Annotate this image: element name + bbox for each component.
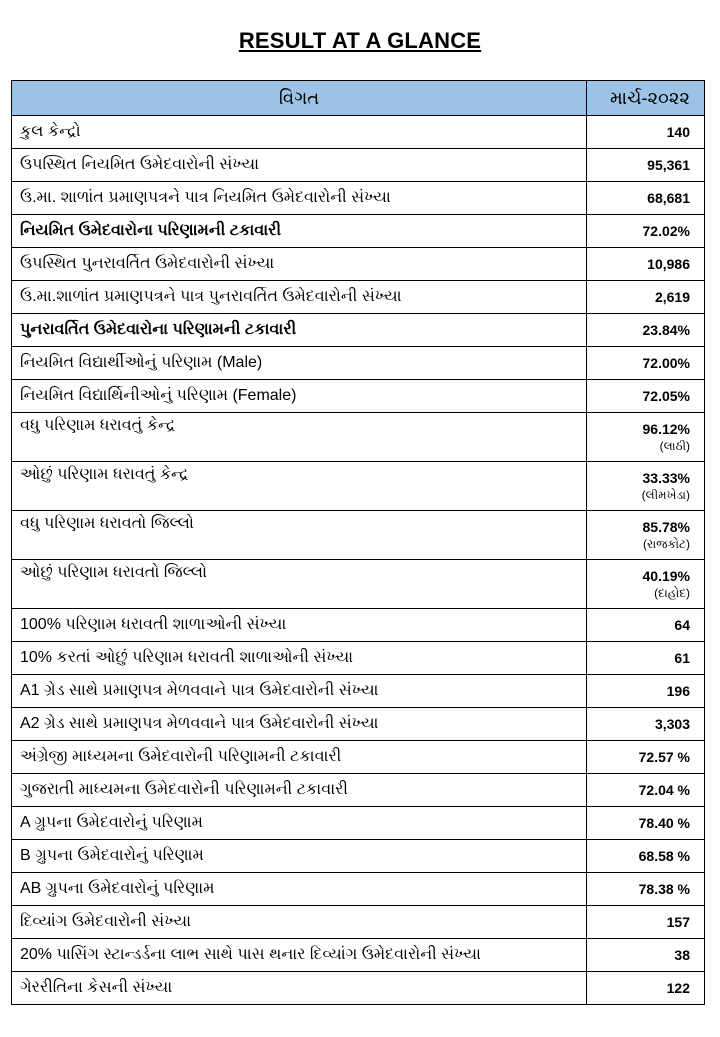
table-row xyxy=(12,248,705,281)
row-value xyxy=(587,560,705,609)
row-value-main: 40.19% xyxy=(642,567,690,584)
table-row xyxy=(12,413,705,462)
table-row xyxy=(12,939,705,972)
table-row xyxy=(12,807,705,840)
row-label: પુનરાવર્તિત ઉમેદવારોના પરિણામની ટકાવારી xyxy=(12,314,587,347)
row-value: 64 xyxy=(587,609,705,642)
header-detail: વિગત xyxy=(12,81,587,116)
row-value: 3,303 xyxy=(587,708,705,741)
row-label: અંગ્રેજી માધ્યમના ઉમેદવારોની પરિણામની ટકાવારી xyxy=(12,741,587,774)
table-row xyxy=(12,906,705,939)
row-value: 72.04 % xyxy=(587,774,705,807)
table-row xyxy=(12,609,705,642)
row-value-place: (લીમખેડા) xyxy=(641,487,690,502)
table-row xyxy=(12,347,705,380)
row-value: 72.57 % xyxy=(587,741,705,774)
row-value-main: 85.78% xyxy=(642,518,690,535)
row-value-main: 33.33% xyxy=(642,469,690,486)
row-value xyxy=(587,511,705,560)
row-label: B ગ્રુપના ઉમેદવારોનું પરિણામ xyxy=(12,840,587,873)
row-value: 10,986 xyxy=(587,248,705,281)
row-value xyxy=(587,462,705,511)
row-label: A1 ગ્રેડ સાથે પ્રમાણપત્ર મેળવવાને પાત્ર ઉમેદવારોની સંખ્યા xyxy=(12,675,587,708)
row-label: ગુજરાતી માધ્યમના ઉમેદવારોની પરિણામની ટકાવારી xyxy=(12,774,587,807)
row-value: 68.58 % xyxy=(587,840,705,873)
table-header-row xyxy=(12,81,705,116)
table-row xyxy=(12,116,705,149)
row-label: A ગ્રુપના ઉમેદવારોનું પરિણામ xyxy=(12,807,587,840)
table-row xyxy=(12,314,705,347)
table-row xyxy=(12,182,705,215)
table-row xyxy=(12,281,705,314)
table-row xyxy=(12,560,705,609)
row-label: ઉપસ્થિત નિયમિત ઉમેદવારોની સંખ્યા xyxy=(12,149,587,182)
row-label: વધુ પરિણામ ધરાવતું કેન્દ્ર xyxy=(12,413,587,462)
row-value-place: (દાહોદ) xyxy=(654,585,690,600)
row-label: નિયમિત વિદ્યાર્થીઓનું પરિણામ (Male) xyxy=(12,347,587,380)
table-row xyxy=(12,380,705,413)
table-row xyxy=(12,972,705,1005)
row-label: ઓછું પરિણામ ધરાવતું કેન્દ્ર xyxy=(12,462,587,511)
table-row xyxy=(12,675,705,708)
row-value: 61 xyxy=(587,642,705,675)
row-value: 122 xyxy=(587,972,705,1005)
row-label: નિયમિત ઉમેદવારોના પરિણામની ટકાવારી xyxy=(12,215,587,248)
row-value: 140 xyxy=(587,116,705,149)
row-value: 72.02% xyxy=(587,215,705,248)
page-title: RESULT AT A GLANCE xyxy=(238,28,482,53)
row-label: ઉ.મા. શાળાંત પ્રમાણપત્રને પાત્ર નિયમિત ઉમેદવારોની સંખ્યા xyxy=(12,182,587,215)
row-value: 23.84% xyxy=(587,314,705,347)
row-label: ઓછું પરિણામ ધરાવતો જિલ્લો xyxy=(12,560,587,609)
row-label: 10% કરતાં ઓછું પરિણામ ધરાવતી શાળાઓની સંખ્યા xyxy=(12,642,587,675)
table-row xyxy=(12,873,705,906)
row-label: A2 ગ્રેડ સાથે પ્રમાણપત્ર મેળવવાને પાત્ર ઉમેદવારોની સંખ્યા xyxy=(12,708,587,741)
row-value xyxy=(587,413,705,462)
table-row xyxy=(12,840,705,873)
row-label: AB ગ્રુપના ઉમેદવારોનું પરિણામ xyxy=(12,873,587,906)
table-row xyxy=(12,462,705,511)
row-label: ઉ.મા.શાળાંત પ્રમાણપત્રને પાત્ર પુનરાવર્તિત ઉમેદવારોની સંખ્યા xyxy=(12,281,587,314)
row-value: 78.40 % xyxy=(587,807,705,840)
header-march-2022: માર્ચ-૨૦૨૨ xyxy=(587,81,705,116)
table-row xyxy=(12,708,705,741)
row-label: ઉપસ્થિત પુનરાવર્તિત ઉમેદવારોની સંખ્યા xyxy=(12,248,587,281)
row-value-main: 96.12% xyxy=(642,420,690,437)
table-row xyxy=(12,774,705,807)
row-value-place: (રાજકોટ) xyxy=(643,536,690,551)
row-value: 72.00% xyxy=(587,347,705,380)
row-value: 78.38 % xyxy=(587,873,705,906)
row-label: નિયમિત વિદ્યાર્થિનીઓનું પરિણામ (Female) xyxy=(12,380,587,413)
row-value: 95,361 xyxy=(587,149,705,182)
row-label: 100% પરિણામ ધરાવતી શાળાઓની સંખ્યા xyxy=(12,609,587,642)
row-value: 157 xyxy=(587,906,705,939)
row-label: વધુ પરિણામ ધરાવતો જિલ્લો xyxy=(12,511,587,560)
table-row xyxy=(12,741,705,774)
table-row xyxy=(12,215,705,248)
row-label: ગેરરીતિના કેસની સંખ્યા xyxy=(12,972,587,1005)
row-value: 2,619 xyxy=(587,281,705,314)
row-label: દિવ્યાંગ ઉમેદવારોની સંખ્યા xyxy=(12,906,587,939)
row-value: 196 xyxy=(587,675,705,708)
row-value: 72.05% xyxy=(587,380,705,413)
row-label: 20% પાસિંગ સ્ટાન્ડર્ડના લાભ સાથે પાસ થનાર દિવ્યાંગ ઉમેદવારોની સંખ્યા xyxy=(12,939,587,972)
row-label: કુલ કેન્દ્રો xyxy=(12,116,587,149)
row-value: 38 xyxy=(587,939,705,972)
result-table xyxy=(11,80,705,1005)
table-row xyxy=(12,511,705,560)
row-value: 68,681 xyxy=(587,182,705,215)
table-row xyxy=(12,149,705,182)
table-row xyxy=(12,642,705,675)
row-value-place: (લાઠી) xyxy=(659,438,690,453)
